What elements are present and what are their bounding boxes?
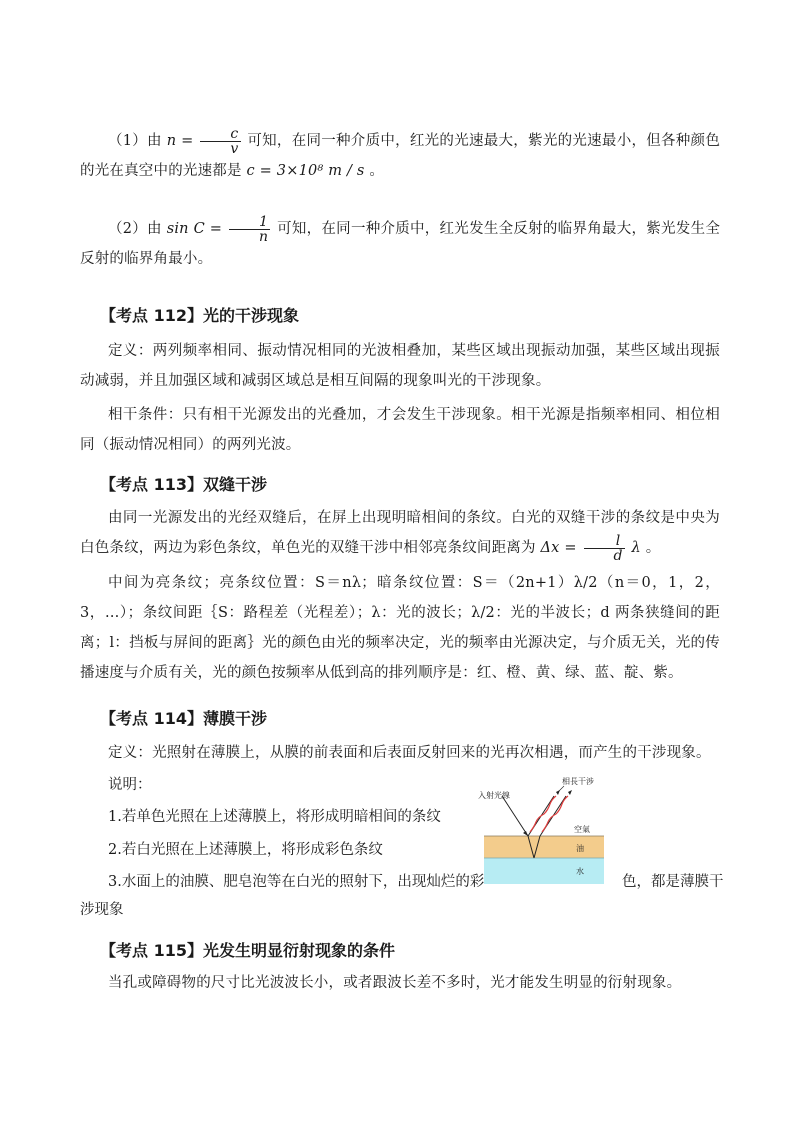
s113-text-b: 。: [645, 540, 661, 556]
p1-eq-lhs: n =: [166, 133, 194, 149]
incident-arrowhead: [523, 831, 528, 836]
s113-frac-den: d: [613, 547, 623, 564]
label-constructive-interference: 相長干涉: [562, 777, 594, 786]
p1-speed: c = 3×10⁸ m / s: [246, 163, 365, 179]
p1-text: 可知，在同一种介质中，红光的光速最大，紫光的光速最小，但各种颜色的光在真空中的光速都是: [80, 133, 721, 179]
s115-text: 当孔或障碍物的尺寸比光波波长小，或者跟波长差不多时，光才能发生明显的衍射现象。: [108, 975, 682, 991]
p2-frac-num: 1: [229, 215, 270, 230]
p2-frac-den: n: [259, 228, 269, 245]
s114-item-2: 2.若白光照在上述薄膜上，将形成彩色条纹: [108, 842, 383, 858]
s114-definition: 定义：光照射在薄膜上，从膜的前表面和后表面反射回来的光再次相遇，而产生的干涉现象。: [108, 745, 711, 761]
s113-eq-lhs: Δx =: [540, 540, 577, 556]
label-oil: 油: [576, 844, 584, 853]
wave-front: [530, 796, 556, 832]
heading-113: 【考点 113】双缝干涉: [100, 475, 267, 494]
heading-115: 【考点 115】光发生明显衍射现象的条件: [100, 941, 395, 960]
s113-details: 中间为亮条纹；亮条纹位置：S＝nλ；暗条纹位置：S＝（2n+1）λ/2（n＝0，1，2，3，…）；条纹间距｛S：路程差（光程差）；λ：光的波长；λ/2：光的半波长；d 两条狭缝间的距离；l：挡板与屏间的距离｝光的颜色由光的频率决定，光的频率由光源决定，与介质无关，光的传播速度与介质有关，光的颜色按频率从低到高的排列顺序是：红、橙、黄、绿、蓝、靛、紫。: [80, 575, 720, 681]
s114-item-3c: 涉现象: [80, 902, 124, 918]
thin-film-diagram: [478, 776, 610, 888]
label-leader: [558, 786, 564, 792]
p1-end: 。: [369, 163, 385, 179]
p1-frac-num: c: [200, 127, 240, 142]
water-layer: [484, 858, 604, 884]
s114-item-3a: 3.水面上的油膜、肥皂泡等在白光的照射下，出现灿烂的彩: [108, 874, 485, 890]
s112-condition: 相干条件：只有相干光源发出的光叠加，才会发生干涉现象。相干光源是指频率相同、相位相同（振动情况相同）的两列光波。: [80, 407, 720, 453]
p1-prefix: （1）由: [108, 133, 162, 149]
p1-fraction: [200, 127, 240, 156]
p2-eq-lhs: sin C =: [166, 221, 223, 237]
p2-fraction: [229, 215, 270, 244]
s113-eq-rhs: λ: [631, 540, 641, 556]
wave-back: [542, 796, 568, 832]
incident-ray: [502, 796, 528, 836]
s114-item-1: 1.若单色光照在上述薄膜上，将形成明暗相间的条纹: [108, 809, 441, 825]
label-water: 水: [576, 867, 584, 876]
s113-text-a: 由同一光源发出的光经双缝后，在屏上出现明暗相间的条纹。白光的双缝干涉的条纹是中央为白色条纹，两边为彩色条纹，单色光的双缝干涉中相邻亮条纹间距离为: [80, 510, 720, 556]
s114-note: 说明：: [108, 777, 152, 793]
reflected-arrowhead-2: [568, 790, 572, 795]
paragraph-light-speed: [80, 126, 720, 186]
s114-item-3b: 色，都是薄膜干: [622, 874, 724, 890]
s113-frac-num: l: [584, 534, 625, 549]
heading-114: 【考点 114】薄膜干涉: [100, 709, 267, 728]
paragraph-critical-angle: [80, 214, 720, 274]
oil-layer: [484, 836, 604, 858]
s113-fraction: [584, 534, 625, 563]
s113-text: [80, 503, 720, 563]
label-air: 空氣: [574, 825, 590, 834]
p2-prefix: （2）由: [108, 221, 162, 237]
label-incident-ray: 入射光線: [478, 791, 510, 800]
p2-text: 可知，在同一种介质中，红光发生全反射的临界角最大，紫光发生全反射的临界角最小。: [80, 221, 721, 267]
s112-definition: 定义：两列频率相同、振动情况相同的光波相叠加，某些区域出现振动加强，某些区域出现振动减弱，并且加强区域和减弱区域总是相互间隔的现象叫光的干涉现象。: [80, 343, 720, 389]
heading-112: 【考点 112】光的干涉现象: [100, 306, 299, 325]
p1-frac-den: v: [230, 140, 239, 157]
